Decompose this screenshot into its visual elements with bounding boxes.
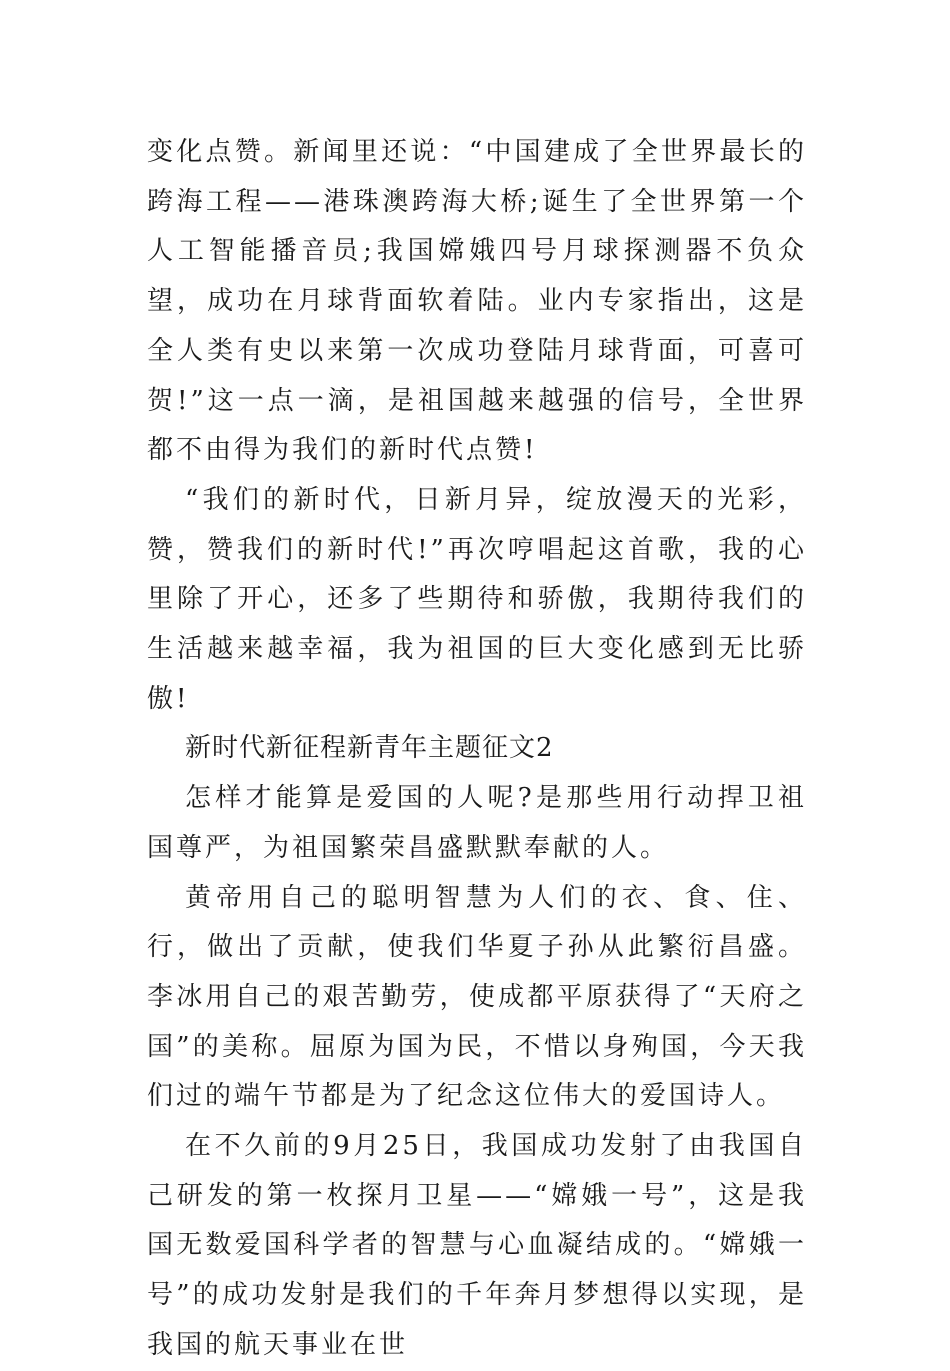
paragraph-patriot-question: 怎样才能算是爱国的人呢?是那些用行动捍卫祖国尊严，为祖国繁荣昌盛默默奉献的人。 xyxy=(147,783,807,863)
paragraph-change-one: 在不久前的9月25日，我国成功发射了由我国自己研发的第一枚探月卫星——“嫦娥一号”，这是我国无数爱国科学者的智慧与心血凝结成的。“嫦娥一号”的成功发射是我们的千年奔月梦想得以实现，是我国的航天事业在世 xyxy=(147,1131,807,1360)
paragraph-historical-figures: 黄帝用自己的聪明智慧为人们的衣、食、住、行，做出了贡献，使我们华夏子孙从此繁衍昌盛。李冰用自己的艰苦勤劳，使成都平原获得了“天府之国”的美称。屈原为国为民，不惜以身殉国，今天我们过的端午节都是为了纪念这位伟大的爱国诗人。 xyxy=(147,882,807,1112)
paragraph-continued: 变化点赞。新闻里还说：“中国建成了全世界最长的跨海工程——港珠澳跨海大桥;诞生了全世界第一个人工智能播音员;我国嫦娥四号月球探测器不负众望，成功在月球背面软着陆。业内专家指出，这是全人类有史以来第一次成功登陆月球背面，可喜可贺!”这一点一滴，是祖国越来越强的信号，全世界都不由得为我们的新时代点赞! xyxy=(147,137,807,466)
section-heading: 新时代新征程新青年主题征文2 xyxy=(185,733,554,764)
document-body xyxy=(147,128,807,1371)
paragraph-song-quote: “我们的新时代，日新月异，绽放漫天的光彩，赞，赞我们的新时代!”再次哼唱起这首歌，我的心里除了开心，还多了些期待和骄傲，我期待我们的生活越来越幸福，我为祖国的巨大变化感到无比骄傲! xyxy=(147,484,807,714)
